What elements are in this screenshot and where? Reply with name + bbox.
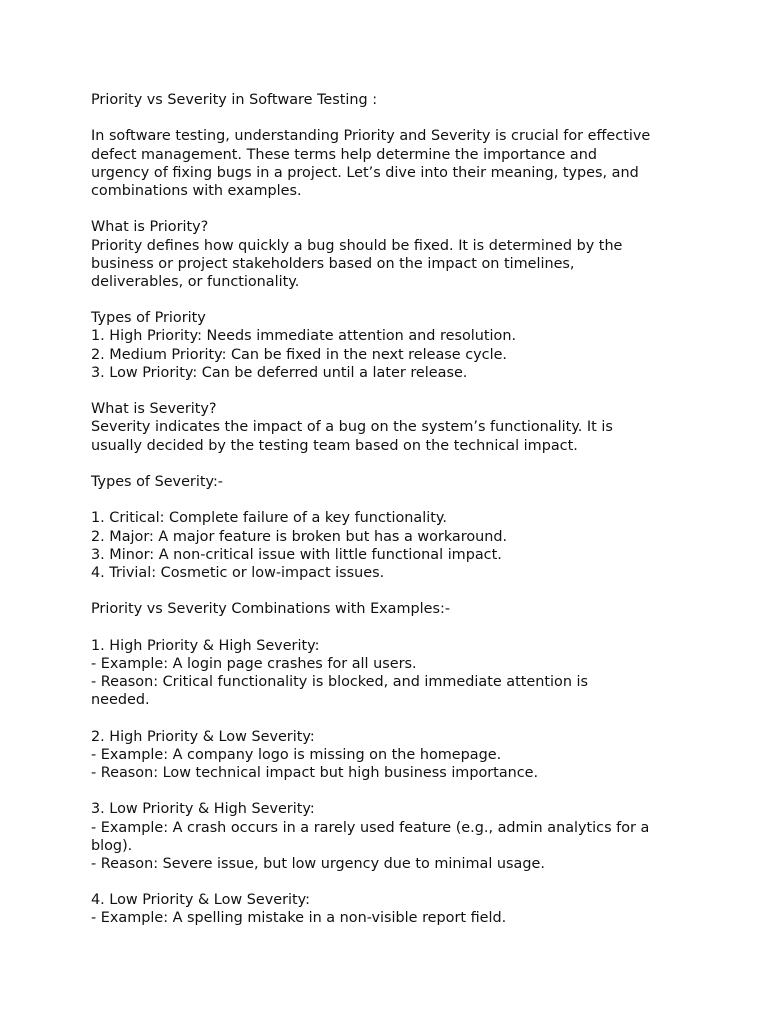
- priority-type-item: 3. Low Priority: Can be deferred until a later release.: [91, 364, 468, 381]
- combination-item: [91, 728, 691, 783]
- spacer: [91, 618, 691, 636]
- combination-item: [91, 800, 691, 873]
- severity-definition-line: Severity indicates the impact of a bug on the system’s functionality. It is: [91, 419, 613, 436]
- spacer: [91, 582, 691, 600]
- severity-heading: What is Severity?: [91, 401, 217, 418]
- combination-item: [91, 637, 691, 710]
- severity-type-item: 3. Minor: A non-critical issue with little functional impact.: [91, 546, 502, 563]
- priority-section: [91, 218, 691, 291]
- priority-types-section: [91, 309, 691, 382]
- combination-line: - Example: A spelling mistake in a non-visible report field.: [91, 910, 507, 927]
- document-body: [91, 91, 691, 928]
- combination-line: blog).: [91, 837, 133, 854]
- spacer: [91, 109, 691, 127]
- combination-title: 1. High Priority & High Severity:: [91, 637, 320, 654]
- spacer: [91, 382, 691, 400]
- intro-line: defect management. These terms help determine the importance and: [91, 146, 597, 163]
- severity-type-item: 1. Critical: Complete failure of a key functionality.: [91, 510, 447, 527]
- spacer: [91, 782, 691, 800]
- combination-line: - Reason: Critical functionality is blocked, and immediate attention is: [91, 674, 589, 690]
- priority-definition-line: business or project stakeholders based on the impact on timelines,: [91, 255, 575, 272]
- combination-title: 4. Low Priority & Low Severity:: [91, 892, 310, 909]
- severity-section: [91, 400, 691, 455]
- combination-line: - Reason: Low technical impact but high business importance.: [91, 764, 539, 781]
- intro-line: In software testing, understanding Priority and Severity is crucial for effective: [91, 128, 651, 145]
- priority-definition-line: Priority defines how quickly a bug should be fixed. It is determined by the: [91, 237, 623, 254]
- combination-title: 2. High Priority & Low Severity:: [91, 728, 315, 745]
- severity-type-item: 4. Trivial: Cosmetic or low-impact issues.: [91, 564, 385, 581]
- severity-definition-line: usually decided by the testing team based on the technical impact.: [91, 437, 578, 454]
- combination-line: - Example: A company logo is missing on the homepage.: [91, 746, 502, 763]
- intro-line: urgency of fixing bugs in a project. Let’s dive into their meaning, types, and: [91, 164, 639, 181]
- spacer: [91, 291, 691, 309]
- combination-item: [91, 891, 691, 927]
- intro-line: combinations with examples.: [91, 182, 302, 199]
- combination-line: needed.: [91, 692, 150, 709]
- intro-paragraph: [91, 127, 691, 200]
- combination-line: - Reason: Severe issue, but low urgency due to minimal usage.: [91, 855, 545, 872]
- combinations-heading: Priority vs Severity Combinations with Examples:-: [91, 601, 451, 618]
- combination-line: - Example: A login page crashes for all users.: [91, 655, 417, 672]
- priority-heading: What is Priority?: [91, 219, 209, 236]
- priority-type-item: 1. High Priority: Needs immediate attention and resolution.: [91, 328, 517, 345]
- priority-definition-line: deliverables, or functionality.: [91, 273, 300, 290]
- combination-title: 3. Low Priority & High Severity:: [91, 801, 315, 818]
- spacer: [91, 873, 691, 891]
- severity-types-section: [91, 473, 691, 582]
- combinations-section: [91, 600, 691, 927]
- severity-types-heading: Types of Severity:-: [91, 473, 223, 490]
- spacer: [91, 455, 691, 473]
- priority-type-item: 2. Medium Priority: Can be fixed in the next release cycle.: [91, 346, 507, 363]
- spacer: [91, 709, 691, 727]
- severity-type-item: 2. Major: A major feature is broken but has a workaround.: [91, 528, 508, 545]
- spacer: [91, 491, 691, 509]
- priority-types-heading: Types of Priority: [91, 310, 206, 327]
- document-title: Priority vs Severity in Software Testing :: [91, 92, 378, 108]
- combination-line: - Example: A crash occurs in a rarely used feature (e.g., admin analytics for a: [91, 819, 650, 836]
- spacer: [91, 200, 691, 218]
